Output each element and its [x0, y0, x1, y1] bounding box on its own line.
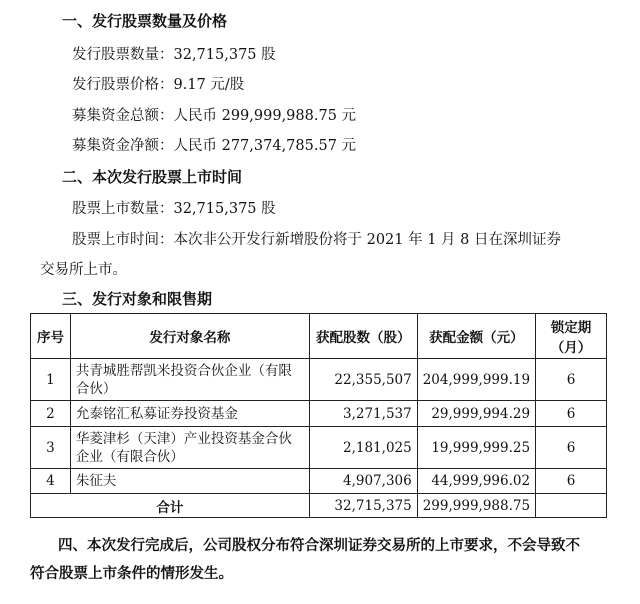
table-total-row [31, 494, 607, 518]
row-lock: 6 [536, 401, 607, 427]
table-row [31, 359, 607, 401]
table-row [31, 427, 607, 469]
listing-time: 股票上市时间：本次非公开发行新增股份将于 2021 年 1 月 8 日在深圳证券 [72, 232, 562, 248]
table-row [31, 469, 607, 494]
col-header-name: 发行对象名称 [70, 314, 309, 359]
row-lock: 6 [536, 469, 607, 494]
issue-quantity: 发行股票数量：32,715,375 股 [72, 47, 276, 63]
col-header-no: 序号 [31, 314, 71, 359]
col-header-lock: 锁定期（月） [536, 314, 607, 359]
row-amount: 204,999,999.19 [417, 359, 535, 401]
allocation-table [30, 313, 607, 518]
row-no: 1 [31, 359, 71, 401]
section4-paragraph: 四、本次发行完成后，公司股权分布符合深圳证券交易所的上市要求，不会导致不符合股票上市条件的情形发生。 [30, 538, 580, 582]
section3-heading: 三、发行对象和限售期 [62, 290, 213, 308]
total-label: 合计 [31, 494, 310, 518]
total-shares: 32,715,375 [309, 494, 417, 518]
total-amount: 299,999,988.75 [417, 494, 535, 518]
table-row [31, 401, 607, 427]
row-shares: 2,181,025 [309, 427, 417, 469]
section1-heading: 一、发行股票数量及价格 [62, 12, 228, 30]
row-shares: 22,355,507 [309, 359, 417, 401]
col-header-shares: 获配股数（股） [309, 314, 417, 359]
row-name: 朱征夫 [70, 469, 309, 494]
row-name: 共青城胜帮凯米投资合伙企业（有限合伙） [70, 359, 309, 401]
listing-time-cont: 交易所上市。 [40, 262, 127, 278]
row-amount: 19,999,999.25 [417, 427, 535, 469]
row-lock: 6 [536, 427, 607, 469]
gross-proceeds: 募集资金总额：人民币 299,999,988.75 元 [72, 108, 357, 124]
row-shares: 4,907,306 [309, 469, 417, 494]
row-name: 华菱津杉（天津）产业投资基金合伙企业（有限合伙） [70, 427, 309, 469]
row-amount: 44,999,996.02 [417, 469, 535, 494]
row-name: 允泰铭汇私募证券投资基金 [70, 401, 309, 427]
section2-heading: 二、本次发行股票上市时间 [62, 168, 243, 186]
row-shares: 3,271,537 [309, 401, 417, 427]
col-header-amount: 获配金额（元） [417, 314, 535, 359]
listing-quantity: 股票上市数量：32,715,375 股 [72, 201, 276, 217]
row-no: 4 [31, 469, 71, 494]
row-no: 2 [31, 401, 71, 427]
row-no: 3 [31, 427, 71, 469]
total-lock-empty [536, 494, 607, 518]
row-lock: 6 [536, 359, 607, 401]
table-header-row [31, 314, 607, 359]
issue-price: 发行股票价格：9.17 元/股 [72, 77, 245, 93]
row-amount: 29,999,994.29 [417, 401, 535, 427]
net-proceeds: 募集资金净额：人民币 277,374,785.57 元 [72, 138, 357, 154]
